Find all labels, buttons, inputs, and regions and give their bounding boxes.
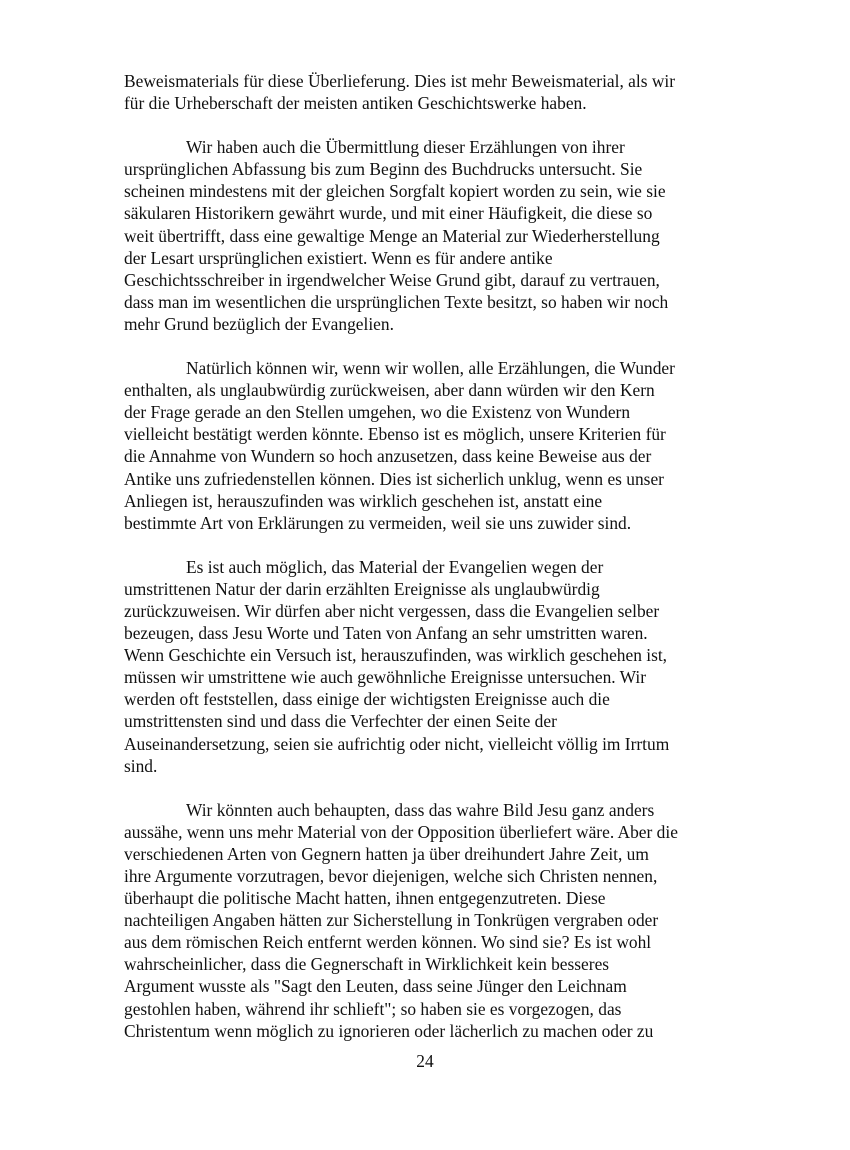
text-line: umstrittensten sind und dass die Verfechter der einen Seite der [124, 711, 557, 732]
text-line: Natürlich können wir, wenn wir wollen, alle Erzählungen, die Wunder [186, 358, 675, 379]
text-line: dass man im wesentlichen die ursprünglichen Texte besitzt, so haben wir noch [124, 291, 669, 312]
text-line: müssen wir umstrittene wie auch gewöhnliche Ereignisse untersuchen. Wir [124, 667, 647, 688]
paragraph [124, 70, 724, 114]
text-line: ihre Argumente vorzutragen, bevor diejenigen, welche sich Christen nennen, [124, 866, 658, 886]
text-line: säkularen Historikern gewährt wurde, und mit einer Häufigkeit, die diese so [124, 203, 653, 224]
text-line: Wir könnten auch behaupten, dass das wahre Bild Jesu ganz anders [186, 799, 655, 820]
text-line: Antike uns zufriedenstellen können. Dies ist sicherlich unklug, wenn es unser [124, 468, 664, 489]
text-line: Anliegen ist, herauszufinden was wirklich geschehen ist, anstatt eine [124, 490, 603, 511]
text-line: der Lesart ursprünglichen existiert. Wenn es für andere antike [124, 247, 553, 268]
text-line: vielleicht bestätigt werden könnte. Ebenso ist es möglich, unsere Kriterien für [124, 424, 666, 445]
paragraph [124, 136, 724, 335]
text-line: mehr Grund bezüglich der Evangelien. [124, 313, 394, 334]
text-line: überhaupt die politische Macht hatten, ihnen entgegenzutreten. Diese [124, 888, 606, 909]
text-line: der Frage gerade an den Stellen umgehen, wo die Existenz von Wundern [124, 402, 631, 423]
text-line: nachteiligen Angaben hätten zur Sicherstellung in Tonkrügen vergraben oder [124, 910, 659, 931]
text-line: bezeugen, dass Jesu Worte und Taten von Anfang an sehr umstritten waren. [124, 623, 648, 644]
text-line: wahrscheinlicher, dass die Gegnerschaft in Wirklichkeit kein besseres [124, 954, 610, 975]
text-line: Argument wusste als "Sagt den Leuten, dass seine Jünger den Leichnam [124, 976, 627, 997]
text-line: aussähe, wenn uns mehr Material von der Opposition überliefert wäre. Aber die [124, 821, 678, 842]
text-line: enthalten, als unglaubwürdig zurückweisen, aber dann würden wir den Kern [124, 380, 655, 401]
text-line: Wir haben auch die Übermittlung dieser Erzählungen von ihrer [186, 137, 625, 158]
text-line: Geschichtsschreiber in irgendwelcher Weise Grund gibt, darauf zu vertrauen, [124, 269, 660, 290]
text-line: ursprünglichen Abfassung bis zum Beginn des Buchdrucks untersucht. Sie [124, 159, 643, 180]
text-line: Beweismaterials für diese Überlieferung. Dies ist mehr Beweismaterial, als wir [124, 71, 676, 91]
text-line: weit übertrifft, dass eine gewaltige Menge an Material zur Wiederherstellung [124, 225, 660, 246]
text-line: Wenn Geschichte ein Versuch ist, herauszufinden, was wirklich geschehen ist, [124, 645, 668, 666]
paragraph [124, 556, 724, 777]
text-line: zurückzuweisen. Wir dürfen aber nicht vergessen, dass die Evangelien selber [124, 600, 660, 621]
text-line: Auseinandersetzung, seien sie aufrichtig oder nicht, vielleicht völlig im Irrtum [124, 733, 670, 754]
text-line: bestimmte Art von Erklärungen zu vermeiden, weil sie uns zuwider sind. [124, 512, 632, 533]
text-line: werden oft feststellen, dass einige der wichtigsten Ereignisse auch die [124, 689, 610, 710]
text-line: verschiedenen Arten von Gegnern hatten ja über dreihundert Jahre Zeit, um [124, 843, 649, 864]
text-line: sind. [124, 755, 158, 776]
paragraph [124, 357, 724, 534]
text-line: für die Urheberschaft der meisten antiken Geschichtswerke haben. [124, 93, 587, 114]
body-text [124, 70, 724, 1064]
text-line: Es ist auch möglich, das Material der Evangelien wegen der [186, 556, 604, 577]
paragraph [124, 799, 724, 1042]
text-line: die Annahme von Wundern so hoch anzusetzen, dass keine Beweise aus der [124, 446, 652, 467]
text-line: scheinen mindestens mit der gleichen Sorgfalt kopiert worden zu sein, wie sie [124, 181, 666, 202]
text-line: umstrittenen Natur der darin erzählten Ereignisse als unglaubwürdig [124, 578, 600, 599]
text-line: gestohlen haben, während ihr schlieft"; so haben sie es vorgezogen, das [124, 998, 622, 1019]
page-number: 24 [416, 1051, 434, 1071]
text-line: Christentum wenn möglich zu ignorieren oder lächerlich zu machen oder zu [124, 1020, 654, 1041]
text-line: aus dem römischen Reich entfernt werden können. Wo sind sie? Es ist wohl [124, 932, 652, 953]
